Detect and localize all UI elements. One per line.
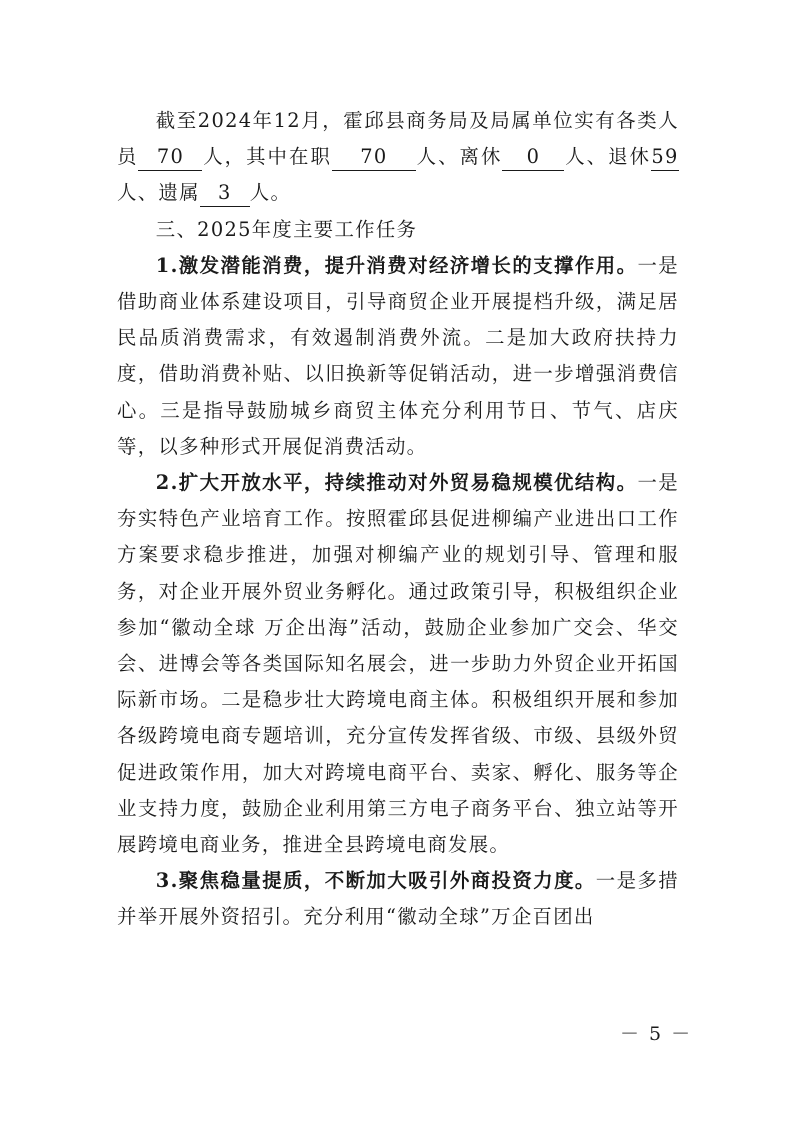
document-body [117,103,679,936]
task-title: 2.扩大开放水平，持续推动对外贸易稳规模优结构。 [155,471,638,495]
staff-active-blank: 70 [332,144,416,171]
task-title: 3.聚焦稳量提质，不断加大吸引外商投资力度。 [155,869,596,893]
staff-paragraph [117,103,679,212]
staff-li-blank: 0 [502,144,564,171]
staff-text: 人、遗属 [117,181,200,205]
task-body: 一是夯实特色产业培育工作。按照霍邱县促进柳编产业进出口工作方案要求稳步推进，加强对柳编产业的规划引导、管理和服务，对企业开展外贸业务孵化。通过政策引导，积极组织企业参加“徽动全球 万企出海”活动，鼓励企业参加广交会、华交会、进博会等各类国际知名展会，进一步助力外贸企业开拓国际新市场。二是稳步壮大跨境电商主体。积极组织开展和参加各级跨境电商专题培训，充分宣传发挥省级、市级、县级外贸促进政策作用，加大对跨境电商平台、卖家、孵化、服务等企业支持力度，鼓励企业利用第三方电子商务平台、独立站等开展跨境电商业务，推进全县跨境电商发展。 [117,471,679,857]
task-paragraph-2 [117,465,679,863]
section-heading: 三、2025年度主要工作任务 [155,217,418,241]
staff-text: 人、退休 [564,145,651,169]
staff-intro: 截至2024年12月，霍邱县商务局及局属单位实有各类人员 [117,109,679,169]
staff-text: 人。 [249,181,292,205]
staff-text: 人，其中在职 [202,145,332,169]
task-paragraph-3 [117,863,679,935]
task-paragraph-1 [117,248,679,465]
task-title: 1.激发潜能消费，提升消费对经济增长的支撑作用。 [155,253,638,277]
staff-tui-blank: 59 [651,144,679,171]
staff-total-blank: 70 [138,144,202,171]
staff-text: 人、离休 [415,145,503,169]
task-body: 一是借助商业体系建设项目，引导商贸企业开展提档升级，满足居民品质消费需求，有效遏制消费外流。二是加大政府扶持力度，借助消费补贴、以旧换新等促销活动，进一步增强消费信心。三是指导鼓励城乡商贸主体充分利用节日、节气、店庆等，以多种形式开展促消费活动。 [117,253,679,458]
staff-survivors-blank: 3 [200,180,250,207]
task-body: 一是多措并举开展外资招引。充分利用“徽动全球”万企百团出 [117,869,680,929]
page-number: － 5 － [620,1023,693,1045]
